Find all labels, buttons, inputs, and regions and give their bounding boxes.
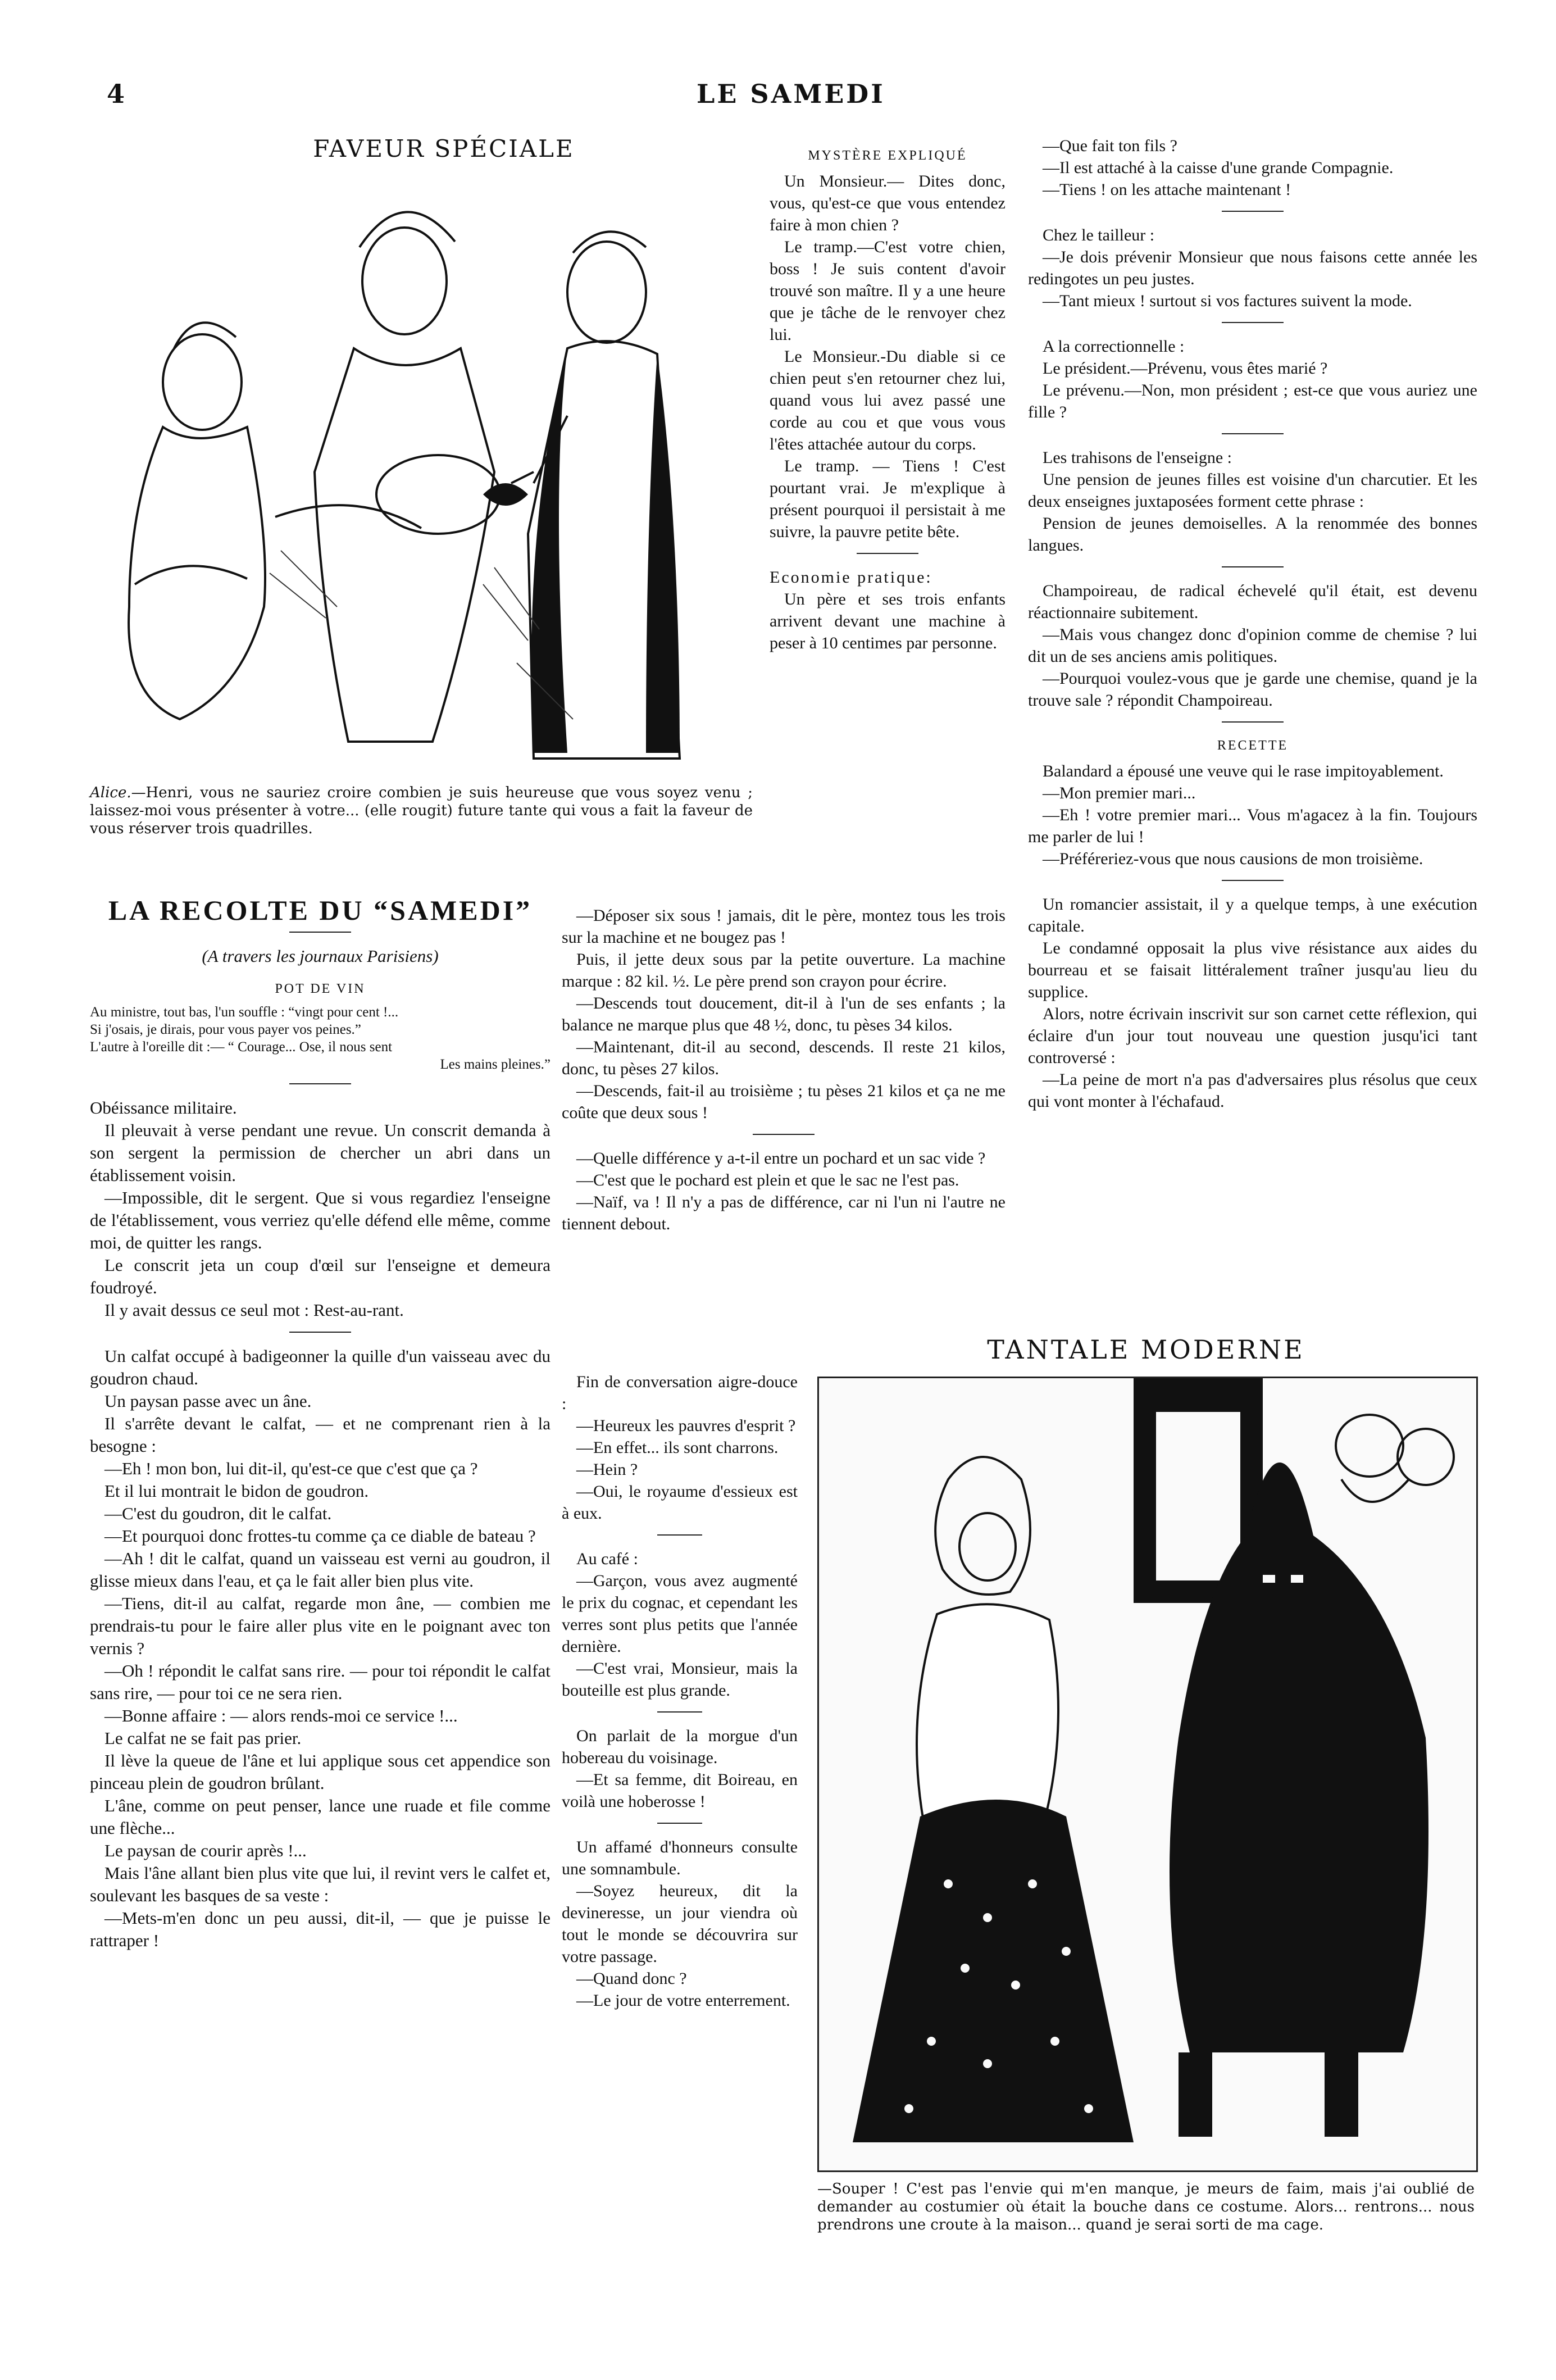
paragraph: —Oui, le royaume d'essieux est à eux. [562, 1482, 798, 1523]
paragraph: Le prévenu.—Non, mon président ; est-ce que vous auriez une fille ? [1028, 381, 1477, 421]
paragraph: —Descends tout doucement, dit-il à l'un de ses enfants ; la balance ne marque plus que 48 ½, donc, tu pèses 34 kilos. [562, 994, 1006, 1034]
mystere-title: MYSTÈRE EXPLIQUÉ [808, 148, 967, 163]
paragraph: —Pourquoi voulez-vous que je garde une chemise, quand je la trouve sale ? répondit Champoireau. [1028, 669, 1477, 710]
paragraph: —Mets-m'en donc un peu aussi, dit-il, — que je puisse le rattraper ! [90, 1908, 550, 1950]
divider [289, 1083, 351, 1084]
faveur-title: FAVEUR SPÉCIALE [313, 135, 575, 162]
poem-line: L'autre à l'oreille dit :— “ Courage... Ose, il nous sent [90, 1039, 393, 1055]
paragraph: Balandard a épousé une veuve qui le rase impitoyablement. [1043, 762, 1444, 780]
divider [1222, 721, 1284, 723]
ball-scene-drawing [90, 180, 753, 775]
paragraph: Il y avait dessus ce seul mot : Rest-au-rant. [104, 1300, 404, 1320]
paragraph: Le paysan de courir après !... [104, 1841, 307, 1860]
obeissance-anecdote [90, 1097, 550, 1321]
paragraph: —Préféreriez-vous que nous causions de mon troisième. [1043, 850, 1423, 868]
divider [1222, 433, 1284, 434]
paragraph: —Descends, fait-il au troisième ; tu pèses 21 kilos et ça ne me coûte que deux sous ! [562, 1082, 1006, 1122]
paragraph: Alors, notre écrivain inscrivit sur son carnet cette réflexion, qui éclaire d'un jour tout nouveau une question jusqu'ici tant controversé : [1028, 1005, 1477, 1067]
paragraph: Il lève la queue de l'âne et lui applique sous cet appendice son pinceau plein de goudron brûlant. [90, 1751, 550, 1793]
paragraph: Puis, il jette deux sous par la petite ouverture. La machine marque : 82 kil. ½. Le père prend son crayon pour écrire. [562, 950, 1006, 991]
paragraph: —En effet... ils sont charrons. [576, 1438, 779, 1457]
recolte-title: LA RECOLTE DU “SAMEDI” [108, 894, 533, 926]
paragraph: Une pension de jeunes filles est voisine d'un charcutier. Et les deux enseignes juxtaposées forment cette phrase : [1028, 470, 1477, 511]
paragraph: —Et pourquoi donc frottes-tu comme ça ce diable de bateau ? [104, 1526, 536, 1546]
paragraph: —Le jour de votre enterrement. [576, 1991, 790, 2010]
divider [289, 932, 351, 933]
paragraph: —Déposer six sous ! jamais, dit le père, montez tous les trois sur la machine et ne bougez pas ! [562, 906, 1006, 947]
paragraph: —Que fait ton fils ? [1043, 137, 1177, 155]
caption-text: —Henri, vous ne sauriez croire combien je suis heureuse que vous soyez venu ; laissez-moi vous présenter à votre... (elle rougit) future tante qui vous a fait la faveur de vous réserver trois quadrilles. [90, 784, 753, 837]
divider [1222, 322, 1284, 323]
divider [657, 1534, 702, 1536]
recette-title: RECETTE [1217, 738, 1289, 753]
divider [1222, 880, 1284, 881]
paragraph: —Hein ? [576, 1460, 638, 1479]
paragraph: —Maintenant, dit-il au second, descends. Il reste 21 kilos, donc, tu pèses 27 kilos. [562, 1038, 1006, 1078]
paragraph: Un père et ses trois enfants arrivent devant une machine à peser à 10 centimes par personne. [770, 590, 1006, 652]
paragraph: —Garçon, vous avez augmenté le prix du cognac, et cependant les verres sont plus petits que l'année dernière. [562, 1571, 798, 1656]
faveur-illustration [90, 180, 753, 775]
paragraph: —Tant mieux ! surtout si vos factures suivent la mode. [1043, 292, 1412, 310]
costume-scene-drawing [819, 1378, 1476, 2170]
paragraph: A la correctionnelle : [1043, 337, 1185, 356]
paragraph: Un romancier assistait, il y a quelque temps, à une exécution capitale. [1028, 895, 1477, 935]
paragraph: —Ah ! dit le calfat, quand un vaisseau est verni au goudron, il glisse mieux dans l'eau, et ça le fait aller bien plus vite. [90, 1548, 550, 1591]
paragraph: Le président.—Prévenu, vous êtes marié ? [1043, 359, 1328, 378]
paragraph: —C'est vrai, Monsieur, mais la bouteille est plus grande. [562, 1659, 798, 1700]
divider [289, 1332, 351, 1333]
paragraph: Un paysan passe avec un âne. [104, 1391, 312, 1411]
divider [753, 1134, 815, 1135]
paragraph: —Eh ! votre premier mari... Vous m'agacez à la fin. Toujours me parler de lui ! [1028, 806, 1477, 846]
paragraph: —Il est attaché à la caisse d'une grande Compagnie. [1043, 158, 1394, 177]
right-column [1028, 135, 1477, 1112]
paragraph: —Naïf, va ! Il n'y a pas de différence, car ni l'un ni l'autre ne tiennent debout. [562, 1193, 1006, 1233]
paragraph: On parlait de la morgue d'un hobereau du voisinage. [562, 1727, 798, 1767]
poem-line: Au ministre, tout bas, l'un souffle : “vingt pour cent !... [90, 1005, 399, 1020]
paragraph: —Impossible, dit le sergent. Que si vous regardiez l'enseigne de l'établissement, vous verriez qu'elle défend elle même, comme moi, de quitter les rangs. [90, 1188, 550, 1252]
paragraph: Le tramp.—C'est votre chien, boss ! Je suis content d'avoir trouvé son maître. Il y a une heure que je tâche de le renvoyer chez lui. [770, 238, 1006, 344]
divider [1222, 211, 1284, 212]
divider [857, 553, 918, 554]
paragraph: Chez le tailleur : [1043, 226, 1155, 244]
paragraph: Et il lui montrait le bidon de goudron. [104, 1481, 369, 1501]
paragraph: Fin de conversation aigre-douce : [562, 1373, 798, 1413]
paragraph: Le condamné opposait la plus vive résistance aux aides du bourreau et se faisait littéralement traîner jusqu'au lieu du supplice. [1028, 939, 1477, 1001]
paragraph: —Quand donc ? [576, 1969, 687, 1988]
pot-de-vin-title: POT DE VIN [275, 982, 366, 996]
divider [1222, 566, 1284, 567]
paragraph: —Quelle différence y a-t-il entre un pochard et un sac vide ? [576, 1149, 986, 1168]
paragraph: Il pleuvait à verse pendant une revue. Un conscrit demanda à son sergent la permission de chercher un abri dans un établissement voisin. [90, 1120, 550, 1185]
paragraph: Le Monsieur.-Du diable si ce chien peut s'en retourner chez lui, quand vous lui avez passé une corde au cou et que vous vous l'êtes attachée autour du corps. [770, 347, 1006, 453]
paragraph: Champoireau, de radical échevelé qu'il était, est devenu réactionnaire subitement. [1028, 582, 1477, 622]
divider [657, 1711, 702, 1713]
paragraph: —C'est que le pochard est plein et que le sac ne l'est pas. [576, 1171, 959, 1189]
tantale-illustration [817, 1377, 1478, 2172]
divider [657, 1823, 702, 1824]
paragraph: —Et sa femme, dit Boireau, en voilà une hoberosse ! [562, 1770, 798, 1811]
paragraph: Un affamé d'honneurs consulte une somnambule. [562, 1838, 798, 1878]
paragraph: —Eh ! mon bon, lui dit-il, qu'est-ce que c'est que ça ? [104, 1459, 478, 1478]
paragraph: Un Monsieur.— Dites donc, vous, qu'est-ce que vous entendez faire à mon chien ? [770, 172, 1006, 234]
paragraph: Au café : [576, 1550, 638, 1568]
paragraph: Mais l'âne allant bien plus vite que lui, il revint vers le calfet et, soulevant les basques de sa veste : [90, 1863, 550, 1905]
poem-line: Si j'osais, je dirais, pour vous payer vos peines.” [90, 1022, 361, 1037]
pot-de-vin-poem [90, 1003, 550, 1073]
paragraph: —Tiens ! on les attache maintenant ! [1043, 180, 1291, 199]
tantale-caption: —Souper ! C'est pas l'envie qui m'en manque, je meurs de faim, mais j'ai oublié de demander au costumier où était la bouche dans ce costume. Alors... rentrons... nous prendrons une croute à la maison... quand je serai sorti de ma cage. [817, 2181, 1475, 2233]
economie-lead: Economie pratique: [770, 568, 932, 587]
paragraph: Il s'arrête devant le calfat, — et ne comprenant rien à la besogne : [90, 1414, 550, 1456]
paragraph: —La peine de mort n'a pas d'adversaires plus résolus que ceux qui vont monter à l'échafaud. [1028, 1070, 1477, 1111]
paragraph: Pension de jeunes demoiselles. A la renommée des bonnes langues. [1028, 514, 1477, 555]
paragraph: —Bonne affaire : — alors rends-moi ce service !... [104, 1706, 458, 1725]
paragraph: —Heureux les pauvres d'esprit ? [576, 1416, 796, 1435]
calfat-anecdote [90, 1345, 550, 1952]
paragraph: Un calfat occupé à badigeonner la quille d'un vaisseau avec du goudron chaud. [90, 1346, 550, 1388]
paragraph: —C'est du goudron, dit le calfat. [104, 1504, 332, 1523]
paragraph: —Mais vous changez donc d'opinion comme de chemise ? lui dit un de ses anciens amis politiques. [1028, 625, 1477, 666]
recolte-subtitle: (A travers les journaux Parisiens) [202, 946, 439, 966]
journal-title: LE SAMEDI [697, 79, 885, 109]
paragraph: —Je dois prévenir Monsieur que nous faisons cette année les redingotes un peu justes. [1028, 248, 1477, 288]
mystere-column [770, 140, 1006, 654]
faveur-caption [90, 784, 753, 838]
paragraph: Le conscrit jeta un coup d'œil sur l'enseigne et demeura foudroyé. [90, 1255, 550, 1297]
paragraph: —Soyez heureux, dit la devineresse, un jour viendra où tout le monde se découvrira sur votre passage. [562, 1882, 798, 1966]
poem-line: Les mains pleines.” [440, 1057, 550, 1072]
middle-column [562, 905, 1006, 1235]
paragraph: Le tramp. — Tiens ! C'est pourtant vrai. Je m'explique à présent pourquoi il persistait à me suivre, la pauvre petite bête. [770, 457, 1006, 541]
paragraph: Le calfat ne se fait pas prier. [104, 1728, 302, 1748]
page-number: 4 [107, 79, 126, 109]
paragraph: L'âne, comme on peut penser, lance une ruade et file comme une flèche... [90, 1796, 550, 1838]
paragraph: Les trahisons de l'enseigne : [1043, 448, 1232, 467]
left-column [90, 894, 550, 1962]
tantale-title: TANTALE MODERNE [987, 1334, 1305, 1365]
caption-speaker: Alice. [90, 784, 131, 801]
paragraph: —Oh ! répondit le calfat sans rire. — pour toi répondit le calfat sans rire, — pour toi ce ne sera rien. [90, 1661, 550, 1703]
paragraph: —Mon premier mari... [1043, 784, 1196, 802]
narrow-column [562, 1371, 798, 2011]
paragraph: Obéissance militaire. [90, 1098, 237, 1118]
paragraph: —Tiens, dit-il au calfat, regarde mon âne, — combien me prendrais-tu pour le faire aller plus vite en le poignant avec ton vernis ? [90, 1593, 550, 1658]
